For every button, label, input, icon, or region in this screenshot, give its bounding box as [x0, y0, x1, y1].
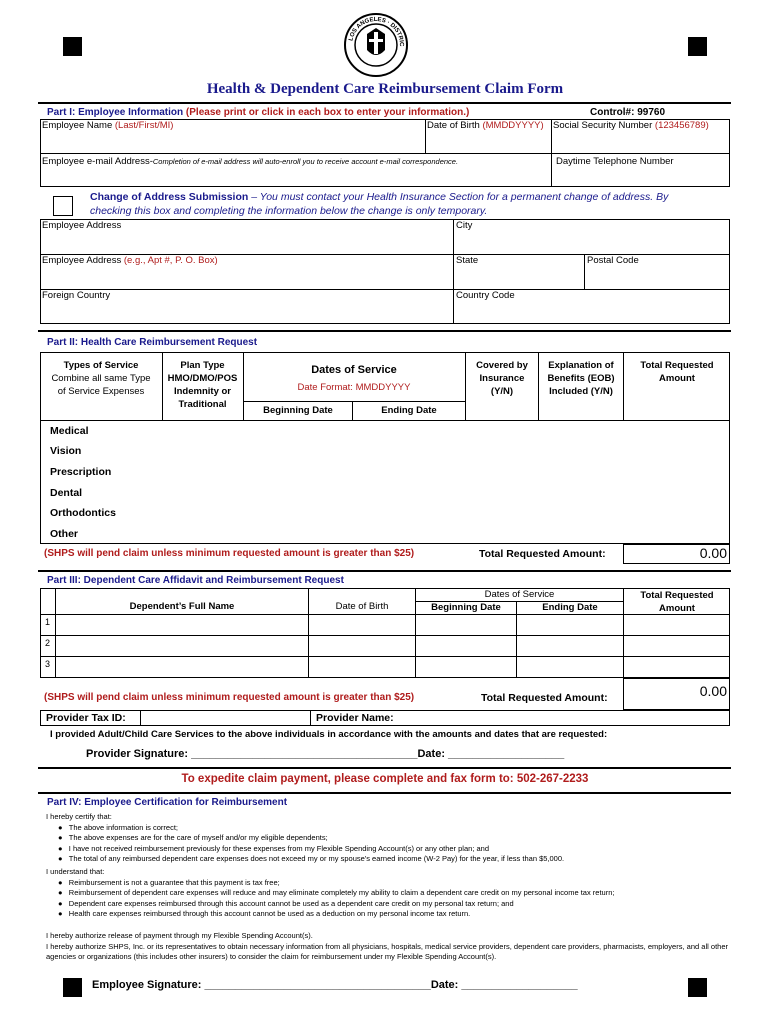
p3-row-divider-1	[40, 635, 730, 636]
col-covered-by-insurance: Covered by Insurance (Y/N)	[476, 360, 528, 397]
part3-pend-note: (SHPS will pend claim unless minimum requested amount is greater than $25)	[44, 692, 415, 703]
fax-bottom-rule	[38, 792, 731, 794]
address1-label: Employee Address	[42, 220, 122, 231]
address-col-divider	[453, 219, 454, 324]
col-beginning-date: Beginning Date	[263, 405, 333, 416]
phone-field[interactable]	[556, 169, 726, 185]
registration-mark-bottom-right	[688, 978, 707, 997]
p2-col-4	[538, 352, 539, 420]
employee-name-label: Employee Name (Last/First/MI)	[42, 120, 174, 131]
part3-total-label: Total Requested Amount:	[481, 692, 608, 704]
dependent-row-number: 1	[45, 617, 51, 627]
dependent-row-number: 3	[45, 659, 51, 669]
col-p3-total: Total Requested Amount	[640, 590, 714, 614]
state-label: State	[456, 255, 479, 266]
part3-total-value: 0.00	[699, 683, 727, 699]
country-code-field[interactable]	[458, 304, 724, 320]
list-item: ● Health care expenses reimbursed through this account cannot be used as a deduction on my personal income tax return.	[58, 909, 471, 919]
service-row-dental[interactable]: Dental	[50, 487, 83, 499]
provider-divider-b	[310, 710, 311, 726]
address2-field[interactable]	[44, 269, 444, 285]
part1-col-divider-b	[551, 119, 552, 187]
postal-code-label: Postal Code	[587, 255, 639, 266]
list-item: ● I have not received reimbursement previously for these expenses from my Flexible Spending Account(s) or any other plan; and	[58, 843, 489, 853]
col-ending-date: Ending Date	[381, 405, 437, 416]
state-field[interactable]	[458, 269, 578, 285]
part2-header: Part II: Health Care Reimbursement Request	[47, 337, 258, 348]
col-date-format: Date Format: MMDDYYYY	[297, 382, 411, 393]
registration-mark-top-right	[688, 37, 707, 56]
foreign-country-label: Foreign Country	[42, 290, 111, 301]
dob-label: Date of Birth (MMDDYYYY)	[427, 120, 544, 131]
authorize-release: I hereby authorize release of payment through my Flexible Spending Account(s).	[46, 931, 313, 940]
list-item: ● Reimbursement is not a guarantee that this payment is tax free;	[58, 878, 280, 887]
email-label: Employee e-mail Address-Completion of e-mail address will auto-enroll you to receive account e-mail correspondence.	[42, 156, 459, 167]
city-label: City	[456, 220, 473, 231]
provider-tax-id-label: Provider Tax ID:	[46, 712, 126, 724]
col-p3-begin: Beginning Date	[431, 602, 501, 613]
part2-header-divider	[40, 420, 730, 421]
address-row-divider-2	[40, 289, 730, 290]
phone-label: Daytime Telephone Number	[556, 156, 674, 167]
change-of-address-checkbox[interactable]	[53, 196, 73, 216]
list-item: ● Reimbursement of dependent care expenses will reduce and may eliminate completely my ability to claim a dependent care credit on my personal income tax return;	[58, 888, 615, 898]
provider-name-label: Provider Name:	[316, 712, 394, 724]
service-row-orthodontics[interactable]: Orthodontics	[50, 507, 116, 519]
foreign-country-field[interactable]	[44, 304, 444, 320]
col-dependent-dob: Date of Birth	[335, 601, 389, 612]
list-item: ● The above expenses are for the care of myself and/or my eligible dependents;	[58, 833, 328, 843]
registration-mark-bottom-left	[63, 978, 82, 997]
part4-header: Part IV: Employee Certification for Reimbursement	[47, 797, 288, 808]
p3-num-col	[55, 588, 56, 678]
change-of-address-text-2: checking this box and completing the information below the change is only temporary.	[90, 205, 488, 217]
provider-divider-a	[140, 710, 141, 726]
p3-row-divider-2	[40, 656, 730, 657]
p2-dates-mid	[352, 401, 353, 420]
email-field[interactable]	[44, 169, 544, 185]
address2-label: Employee Address (e.g., Apt #, P. O. Box)	[42, 255, 218, 266]
col-p3-end: Ending Date	[542, 602, 598, 613]
employee-signature-line[interactable]: Employee Signature: _____________________________________Date: ___________________	[92, 979, 578, 991]
col-total-requested: Total Requested Amount	[640, 360, 714, 384]
list-item: ● The above information is correct;	[58, 823, 178, 832]
provider-affirmation: I provided Adult/Child Care Services to the above individuals in accordance with the amounts and dates that are requested:	[50, 729, 608, 740]
service-row-other[interactable]: Other	[50, 528, 79, 540]
list-item: ● The total of any reimbursed dependent care expenses does not exceed my or my spouse's earned income (W-2 Pay) for the year, if less than $5,000.	[58, 854, 565, 864]
part2-pend-note: (SHPS will pend claim unless minimum requested amount is greater than $25)	[44, 548, 415, 559]
registration-mark-top-left	[63, 37, 82, 56]
dependent-row-number: 2	[45, 638, 51, 648]
form-title: Health & Dependent Care Reimbursement Claim Form	[206, 81, 564, 97]
control-number: Control#: 99760	[590, 107, 666, 118]
postal-col-divider	[584, 254, 585, 289]
certify-list	[58, 823, 738, 865]
p2-col-2	[243, 352, 244, 420]
fax-top-rule	[38, 767, 731, 769]
p3-col-3	[516, 601, 517, 678]
col-plan-type: Plan Type HMO/DMO/POS Indemnity or Traditional	[167, 360, 238, 410]
part1-col-divider-a	[425, 119, 426, 153]
col-p3-dates: Dates of Service	[484, 589, 555, 600]
p3-col-1	[308, 588, 309, 678]
service-row-vision[interactable]: Vision	[50, 445, 82, 457]
col-types-of-service: Types of Service Combine all same Type of Service Expenses	[51, 360, 151, 397]
district-seal-logo	[343, 12, 409, 78]
list-item: ● Dependent care expenses reimbursed through this account cannot be used as a dependent care credit on my personal tax return; and	[58, 898, 514, 908]
employee-name-field[interactable]	[44, 134, 419, 150]
col-eob-included: Explanation of Benefits (EOB) Included (Y/N)	[547, 360, 615, 397]
service-row-medical[interactable]: Medical	[50, 425, 89, 437]
p3-col-4	[623, 588, 624, 678]
city-field[interactable]	[458, 234, 724, 250]
postal-code-field[interactable]	[589, 269, 725, 285]
dob-field[interactable]	[430, 134, 546, 150]
address1-field[interactable]	[44, 234, 444, 250]
provider-signature-line[interactable]: Provider Signature: _____________________________________Date: ___________________	[86, 748, 565, 760]
part3-top-rule	[38, 570, 731, 572]
country-code-label: Country Code	[456, 290, 515, 301]
provider-tax-id-field[interactable]	[143, 711, 307, 725]
provider-name-field[interactable]	[402, 711, 726, 725]
part2-total-value: 0.00	[699, 545, 727, 561]
authorize-information: I hereby authorize SHPS, Inc. or its representatives to obtain necessary information from all physicians, hospitals, medical service providers, dependent care providers, pharmacists, employers, and all other agencies or organizations (this includes other insurers) to consider the claim for reimbursement under my Flexible Spending Account(s).	[46, 942, 728, 962]
part3-header: Part III: Dependent Care Affidavit and Reimbursement Request	[47, 575, 344, 586]
title-rule	[38, 102, 731, 104]
service-row-prescription[interactable]: Prescription	[50, 466, 112, 478]
part1-row-divider	[40, 153, 730, 154]
col-dates-of-service: Dates of Service	[311, 364, 397, 376]
understand-intro: I understand that:	[46, 867, 105, 876]
p2-dates-divider	[243, 401, 465, 402]
understand-list	[58, 878, 748, 920]
change-of-address-text: Change of Address Submission – You must contact your Health Insurance Section for a permanent change of address. By	[90, 191, 669, 203]
part1-header: Part I: Employee Information (Please print or click in each box to enter your information.)	[47, 107, 470, 118]
part2-total-label: Total Requested Amount:	[479, 548, 606, 560]
p2-col-1	[162, 352, 163, 420]
ssn-field[interactable]	[556, 134, 726, 150]
p2-col-5	[623, 352, 624, 420]
fax-instruction: To expedite claim payment, please complete and fax form to: 502-267-2233	[181, 773, 589, 785]
svg-text:LOS ANGELES · DISTRICT: LOS ANGELES · DISTRIC	[348, 16, 405, 47]
col-dependent-name: Dependent’s Full Name	[129, 601, 235, 612]
certify-intro: I hereby certify that:	[46, 812, 112, 821]
ssn-label: Social Security Number (123456789)	[553, 120, 709, 131]
p2-col-3	[465, 352, 466, 420]
part2-top-rule	[38, 330, 731, 332]
